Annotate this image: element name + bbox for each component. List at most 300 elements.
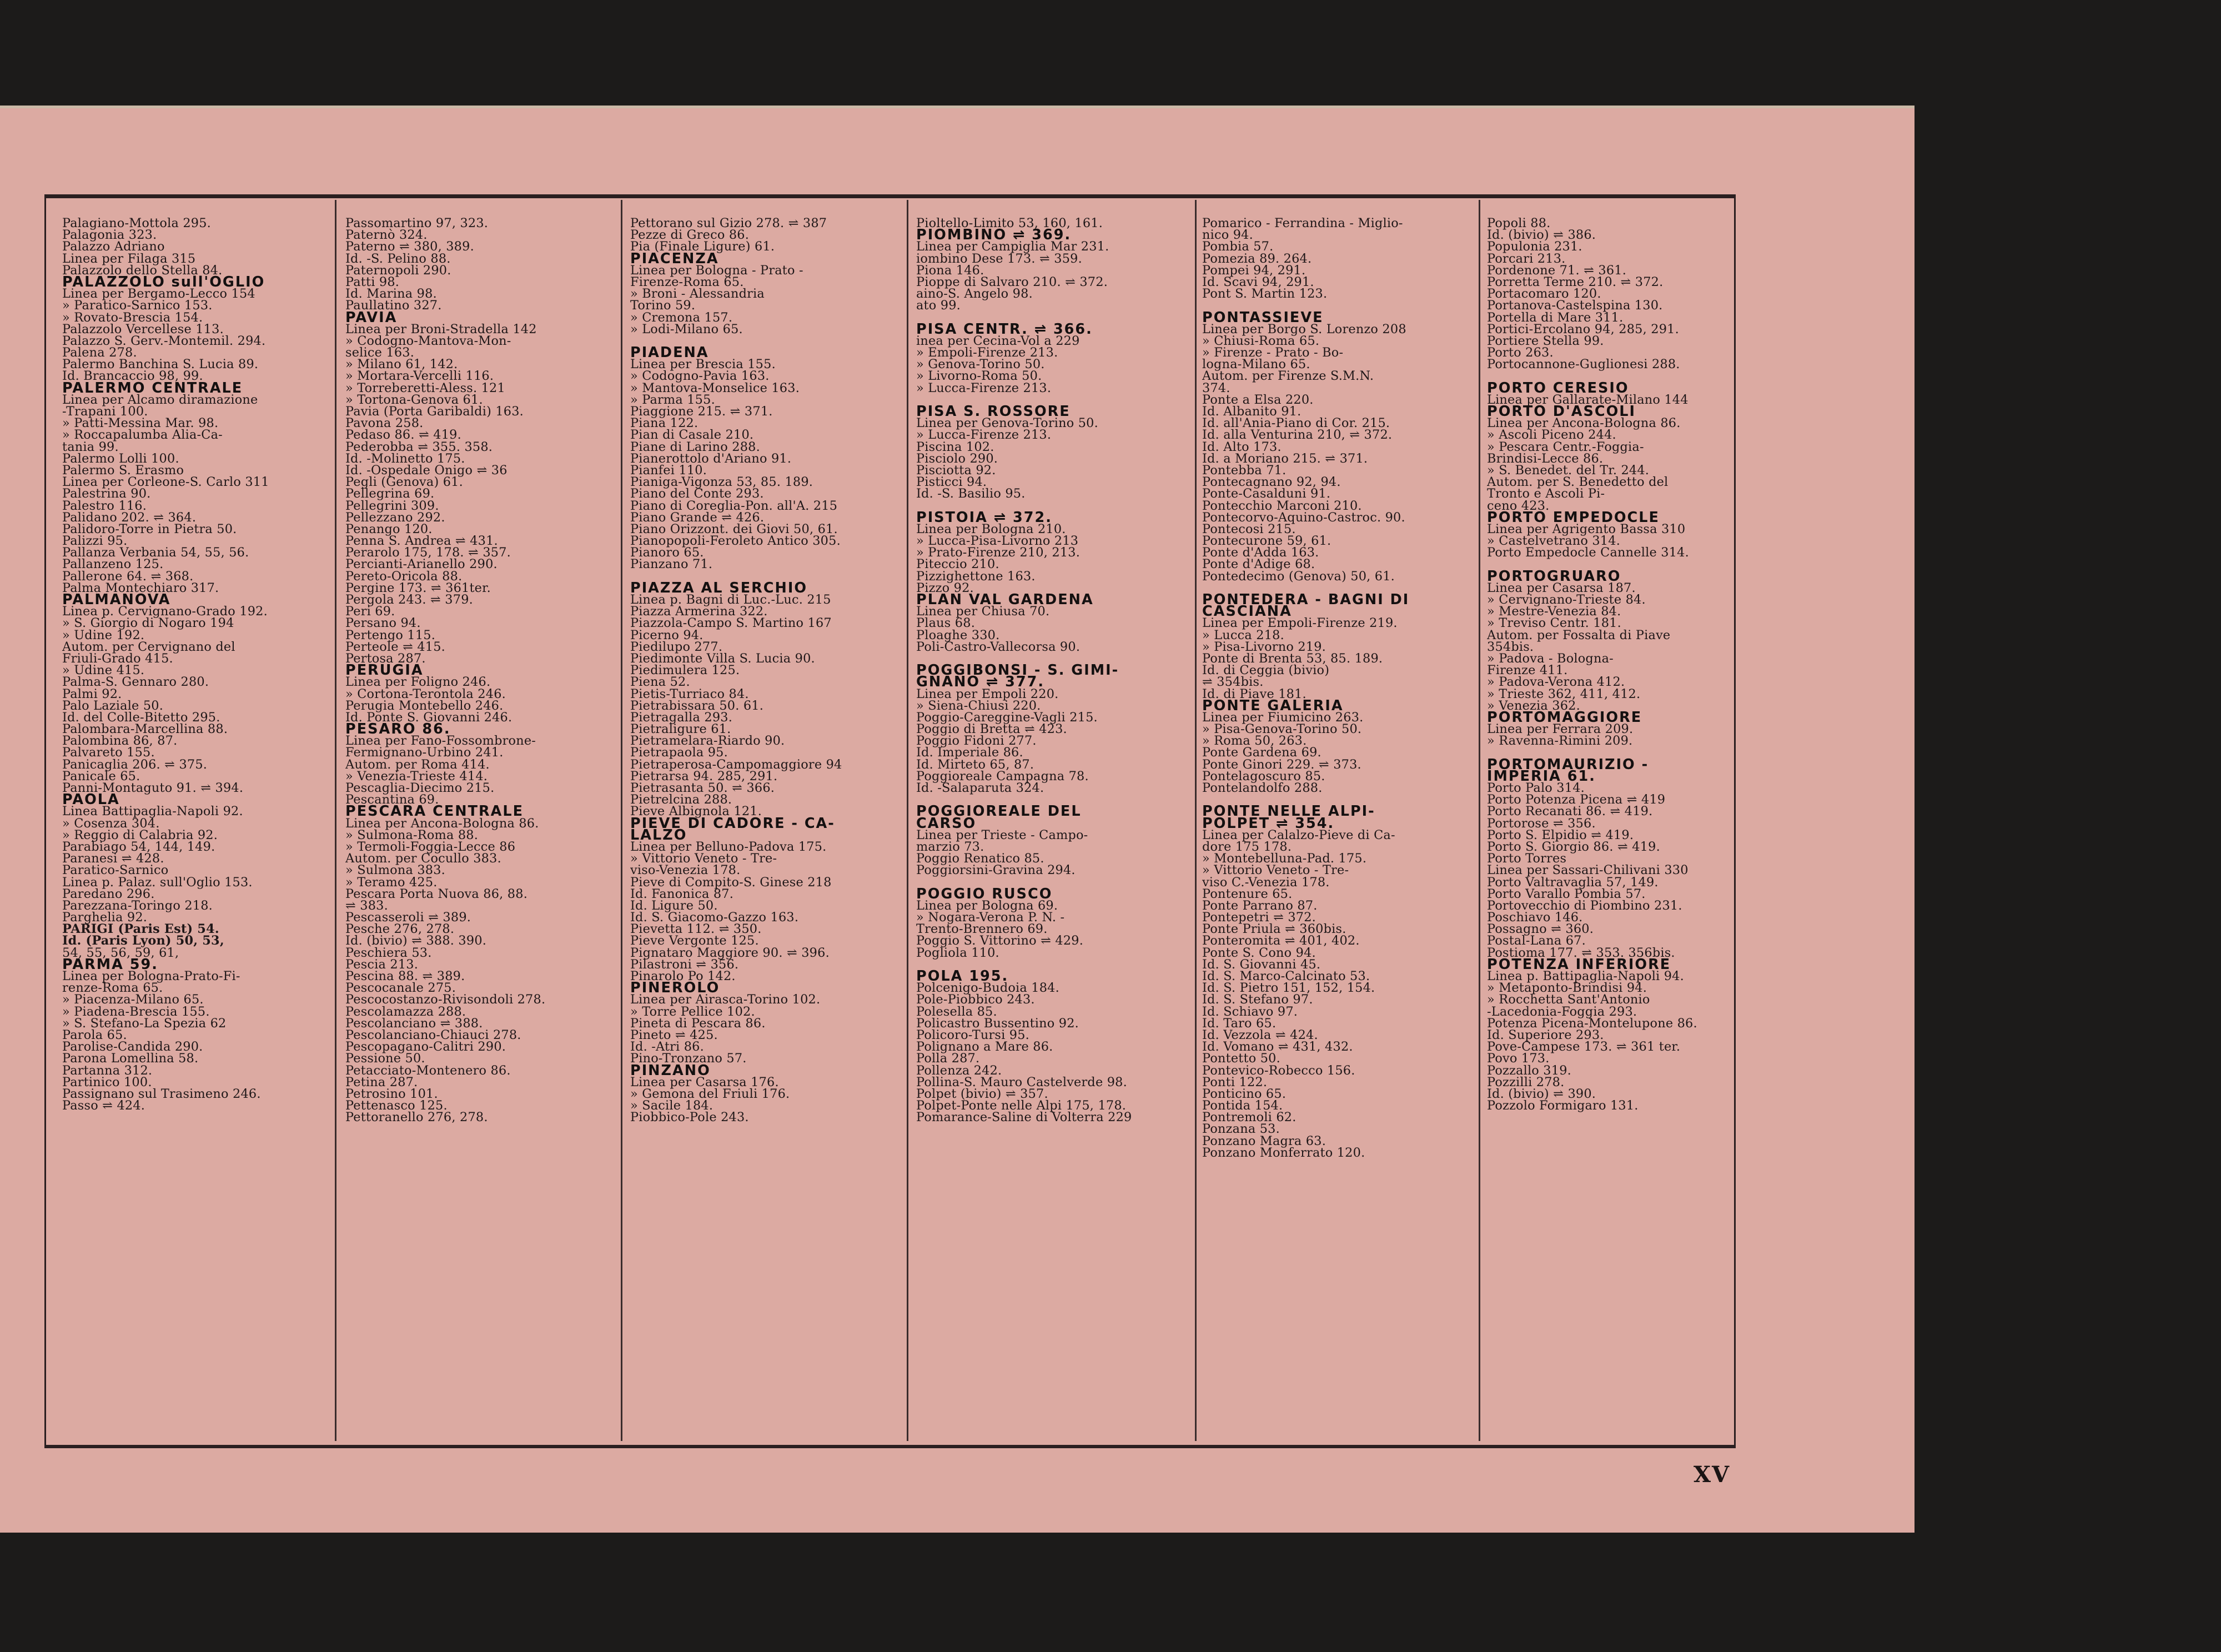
index-entry: Ponte d'Adige 68. [1202, 557, 1315, 572]
index-entry: Linea per Chiusa 70. [916, 604, 1050, 619]
index-entry: Pontecurone 59, 61. [1202, 534, 1331, 549]
index-entry: » Mestre-Venezia 84. [1487, 604, 1621, 619]
index-entry: Pianerottolo d'Ariano 91. [630, 451, 792, 466]
index-entry: Linea per Corleone-S. Carlo 311 [62, 475, 269, 490]
index-entry: » Ravenna-Rimini 209. [1487, 734, 1633, 749]
index-entry: Porto Palo 314. [1487, 781, 1585, 795]
index-entry: Possagno ⇌ 360. [1487, 922, 1594, 937]
index-entry: Ponte Gardena 69. [1202, 745, 1321, 760]
index-entry: marzio 73. [916, 839, 984, 854]
index-entry: Linea per Bologna - Prato - [630, 263, 803, 278]
index-column-2 [345, 218, 620, 1439]
index-entry: Ponzano Magra 63. [1202, 1133, 1326, 1148]
section-heading: PALERMO CENTRALE [62, 379, 243, 396]
index-entry: Pavona 258. [345, 416, 424, 431]
index-entry: Id. (bivio) ⇌ 388. 390. [345, 933, 487, 948]
index-entry: » Torreberetti-Aless. 121 [345, 380, 505, 395]
index-entry: Ponteromita ⇌ 401, 402. [1202, 933, 1360, 948]
index-entry: Polpet (bivio) ⇌ 357. [916, 1086, 1048, 1101]
index-entry: Pomezia 89. 264. [1202, 251, 1312, 266]
index-entry: Piteccio 210. [916, 557, 999, 572]
index-entry: Pomarico - Ferrandina - Miglio- [1202, 218, 1403, 230]
index-entry: Linea per Bologna 69. [916, 898, 1058, 913]
index-entry: Pezze di Greco 86. [630, 228, 750, 243]
index-entry: Pont S. Martin 123. [1202, 287, 1328, 302]
index-entry: Piazza Armerina 322. [630, 604, 768, 619]
section-heading: PONTE NELLE ALPI- [1202, 803, 1375, 820]
index-entry: Pontecorvo-Aquino-Castroc. 90. [1202, 510, 1405, 525]
index-entry: Linea per Calalzo-Pieve di Ca- [1202, 827, 1395, 842]
index-entry: Pescantina 69. [345, 792, 439, 807]
index-entry: Picerno 94. [630, 627, 704, 642]
index-entry: PARIGI (Paris Est) 54. [62, 922, 219, 937]
index-entry: Ponte a Elsa 220. [1202, 392, 1314, 407]
index-entry: Pole-Piobbico 243. [916, 992, 1035, 1007]
index-column-4 [916, 218, 1194, 1439]
index-entry: Passignano sul Trasimeno 246. [62, 1086, 261, 1101]
index-entry: » Piadena-Brescia 155. [62, 1004, 210, 1019]
index-entry: Id. (bivio) ⇌ 390. [1487, 1086, 1596, 1101]
index-entry: Autom. per Firenze S.M.N. [1202, 369, 1374, 384]
section-heading: POLPET ⇌ 354. [1202, 815, 1335, 832]
section-heading: CARSO [916, 815, 977, 832]
index-entry: Pievetta 112. ⇌ 350. [630, 922, 762, 937]
index-entry: Pontepetri ⇌ 372. [1202, 910, 1316, 925]
index-entry: Pia (Finale Ligure) 61. [630, 239, 775, 254]
index-entry: » Venezia 362. [1487, 698, 1580, 713]
index-entry: Piedimulera 125. [630, 663, 740, 678]
index-entry: Pineto ⇌ 425. [630, 1027, 718, 1042]
index-entry: Portocannone-Guglionesi 288. [1487, 357, 1680, 372]
index-entry: Portacomaro 120. [1487, 287, 1601, 302]
index-entry: Parona Lomellina 58. [62, 1051, 199, 1066]
index-entry: Pianopopoli-Feroleto Antico 305. [630, 534, 841, 549]
index-entry: Id. Marina 98. [345, 287, 437, 302]
index-entry: Piazzola-Campo S. Martino 167 [630, 616, 832, 631]
index-entry: Piano del Conte 293. [630, 486, 764, 501]
index-entry: Pescopagano-Calitri 290. [345, 1040, 506, 1055]
index-entry: Pianiga-Vigonza 53, 85. 189. [630, 475, 813, 490]
section-heading: PINEROLO [630, 980, 720, 997]
index-entry: Pallanza Verbania 54, 55, 56. [62, 545, 249, 560]
section-heading: PESCARA CENTRALE [345, 803, 524, 820]
index-entry: Pontebba 71. [1202, 463, 1287, 478]
index-entry: Pieve Vergonte 125. [630, 933, 759, 948]
index-entry: Polpet-Ponte nelle Alpi 175, 178. [916, 1098, 1127, 1113]
index-entry: Postal-Lana 67. [1487, 933, 1586, 948]
index-entry: Pietraligure 61. [630, 722, 731, 737]
index-entry: iombino Dese 173. ⇌ 359. [916, 251, 1082, 266]
index-entry: Pollenza 242. [916, 1063, 1002, 1078]
index-entry: » Cremona 157. [630, 310, 733, 325]
index-entry: Parola 65. [62, 1027, 127, 1042]
index-entry: Pisciolo 290. [916, 451, 998, 466]
index-entry: Porcari 213. [1487, 251, 1566, 266]
index-entry: Id. Mirteto 65, 87. [916, 757, 1034, 772]
index-entry: Autom. per Cocullo 383. [345, 851, 501, 866]
index-entry: Peri 69. [345, 604, 395, 619]
index-entry: Autom. per Cervignano del [62, 639, 235, 654]
index-entry: Palmi 92. [62, 686, 122, 701]
index-entry: Id. (bivio) ⇌ 386. [1487, 228, 1596, 243]
index-entry: Autom. per S. Benedetto del [1487, 475, 1669, 490]
index-entry: Porto 263. [1487, 345, 1554, 360]
index-entry: Porto Potenza Picena ⇌ 419 [1487, 792, 1666, 807]
index-entry: Palagonia 323. [62, 228, 157, 243]
index-entry: Pontremoli 62. [1202, 1110, 1297, 1125]
index-entry: Palazzolo dello Stella 84. [62, 263, 223, 278]
index-entry: Parolise-Candida 290. [62, 1040, 203, 1055]
index-entry: Ponte Parrano 87. [1202, 898, 1318, 913]
index-entry: Linea per Agrigento Bassa 310 [1487, 521, 1686, 536]
index-entry: Firenze 411. [1487, 663, 1568, 678]
index-entry: » Prato-Firenze 210, 213. [916, 545, 1081, 560]
column-separator [1479, 200, 1480, 1441]
index-entry: Polesella 85. [916, 1004, 997, 1019]
index-entry: » Cosenza 304. [62, 816, 160, 831]
index-entry: Penango 120. [345, 521, 433, 536]
index-entry: Porretta Terme 210. ⇌ 372. [1487, 274, 1664, 289]
index-entry: Porto Valtravaglia 57, 149. [1487, 875, 1659, 890]
section-heading: PORTOGRUARO [1487, 568, 1621, 585]
index-entry: Pozzilli 278. [1487, 1074, 1565, 1089]
index-entry: Linea per Empoli-Firenze 219. [1202, 616, 1398, 631]
index-entry: Ponti 122. [1202, 1074, 1268, 1089]
index-entry: Linea p. Palaz. sull'Oglio 153. [62, 875, 253, 890]
index-column-3 [630, 218, 906, 1439]
section-heading: PIOMBINO ⇌ 369. [916, 227, 1072, 244]
index-entry: » Padova-Verona 412. [1487, 675, 1625, 690]
index-entry: Ponticino 65. [1202, 1086, 1287, 1101]
index-entry: » Codogno-Mantova-Mon- [345, 333, 511, 348]
index-entry: Pontecagnano 92, 94. [1202, 475, 1341, 490]
index-entry: Linea p. Bagni di Luc.-Luc. 215 [630, 592, 831, 607]
index-entry: Petina 287. [345, 1074, 418, 1089]
index-entry: » Vittorio Veneto - Tre- [630, 851, 777, 866]
index-entry: Percianti-Arianello 290. [345, 557, 498, 572]
index-entry: Polla 287. [916, 1051, 980, 1066]
index-entry: Id. Albanito 91. [1202, 404, 1302, 419]
index-entry: Palma Montechiaro 317. [62, 580, 219, 595]
index-entry: Id. Brancaccio 98, 99. [62, 369, 203, 384]
index-entry: Poli-Castro-Vallecorsa 90. [916, 639, 1081, 654]
index-entry: Id. -Ospedale Onigo ⇌ 36 [345, 463, 507, 478]
section-heading: PIADENA [630, 344, 709, 361]
index-entry: Piano Orizzont. dei Giovi 50, 61. [630, 521, 838, 536]
index-entry: Id. S. Pietro 151, 152, 154. [1202, 981, 1375, 996]
index-entry: Paternò 324. [345, 228, 428, 243]
index-entry: Parghelia 92. [62, 910, 148, 925]
index-entry: Palazzo Adriano [62, 239, 165, 254]
index-entry: Policoro-Tursi 95. [916, 1027, 1029, 1042]
page-number: XV [1694, 1462, 1731, 1488]
index-entry: Pieve Albignola 121. [630, 804, 762, 819]
index-entry: Linea per Broni-Stradella 142 [345, 322, 537, 337]
index-entry: Linea per Bologna-Prato-Fi- [62, 969, 240, 983]
section-heading: POGGIO RUSCO [916, 885, 1053, 902]
section-heading: PISA S. ROSSORE [916, 403, 1071, 420]
index-entry: Passomartino 97, 323. [345, 218, 489, 230]
index-entry: » Cortona-Terontola 246. [345, 686, 506, 701]
index-entry: Id. di Piave 181. [1202, 686, 1307, 701]
index-entry: Povo 173. [1487, 1051, 1550, 1066]
index-entry: Id. Vezzola ⇌ 424. [1202, 1027, 1318, 1042]
index-entry: Linea per Belluno-Padova 175. [630, 839, 827, 854]
index-entry: ceno 423. [1487, 498, 1550, 513]
index-entry: Pescocanale 275. [345, 981, 456, 996]
index-entry: Pontetto 50. [1202, 1051, 1280, 1066]
index-entry: » Livorno-Roma 50. [916, 369, 1042, 384]
section-heading: PARMA 59. [62, 956, 158, 973]
index-entry: Id. Imperiale 86. [916, 745, 1023, 760]
section-heading: PALMANOVA [62, 591, 171, 608]
index-entry: Perteole ⇌ 415. [345, 639, 446, 654]
index-entry: Pino-Tronzano 57. [630, 1051, 747, 1066]
index-entry: 374. [1202, 380, 1230, 395]
index-entry: Firenze-Roma 65. [630, 274, 744, 289]
index-entry: Partanna 312. [62, 1063, 153, 1078]
index-entry: Passo ⇌ 424. [62, 1098, 145, 1113]
index-entry: Pontelandolfo 288. [1202, 781, 1323, 795]
index-entry: Poggio-Careggine-Vagli 215. [916, 710, 1098, 725]
index-entry: » Lucca 218. [1202, 627, 1284, 642]
index-entry: » Parma 155. [630, 392, 715, 407]
index-entry: Id. di Ceggia (bivio) [1202, 663, 1330, 678]
index-entry: Id. -Atri 86. [630, 1040, 704, 1055]
index-entry: » Lucca-Firenze 213. [916, 428, 1052, 443]
index-entry: » Lodi-Milano 65. [630, 322, 743, 337]
index-entry: » S. Benedet. del Tr. 244. [1487, 463, 1650, 478]
section-heading: IMPERIA 61. [1487, 767, 1596, 785]
index-entry: Pescaglia-Diecimo 215. [345, 781, 495, 795]
index-entry: Trento-Brennero 69. [916, 922, 1048, 937]
index-entry: Id. a Moriano 215. ⇌ 371. [1202, 451, 1368, 466]
index-entry: Piena 52. [630, 675, 690, 690]
index-entry: Pietis-Turriaco 84. [630, 686, 749, 701]
index-entry: » Udine 415. [62, 663, 145, 678]
section-heading: PISA CENTR. ⇌ 366. [916, 320, 1093, 338]
index-entry: Petacciato-Montenero 86. [345, 1063, 511, 1078]
index-entry: Pianzano 71. [630, 557, 713, 572]
index-entry: ⇌ 383. [345, 898, 388, 913]
index-entry: » Montebelluna-Pad. 175. [1202, 851, 1367, 866]
index-entry: Pontevico-Robecco 156. [1202, 1063, 1355, 1078]
index-entry: Pegli (Genova) 61. [345, 475, 463, 490]
section-heading: PORTO CERESIO [1487, 379, 1629, 396]
index-entry: Partinico 100. [62, 1074, 152, 1089]
index-entry: Parabiago 54, 144, 149. [62, 839, 215, 854]
index-entry: renze-Roma 65. [62, 981, 163, 996]
index-entry: Petrosino 101. [345, 1086, 438, 1101]
index-entry: » Lucca-Firenze 213. [916, 380, 1052, 395]
index-entry: » Reggio di Calabria 92. [62, 827, 218, 842]
index-entry: Paranesi ⇌ 428. [62, 851, 164, 866]
index-entry: Pietramelara-Riardo 90. [630, 734, 785, 749]
index-entry: Pozzolo Formigaro 131. [1487, 1098, 1639, 1113]
index-entry: Pellegrini 309. [345, 498, 439, 513]
index-entry: Id. Fanonica 87. [630, 886, 734, 901]
index-entry: Panni-Montaguto 91. ⇌ 394. [62, 781, 244, 795]
index-column-1 [62, 218, 334, 1439]
index-entry: Linea per Fano-Fossombrone- [345, 734, 536, 749]
index-entry: » Cervignano-Trieste 84. [1487, 592, 1646, 607]
index-entry: » Venezia-Trieste 414. [345, 769, 488, 784]
index-entry: Linea per Ancona-Bologna 86. [1487, 416, 1681, 431]
index-entry: Pergine 173. ⇌ 361ter. [345, 580, 491, 595]
index-entry: Poggio di Bretta ⇌ 423. [916, 722, 1067, 737]
index-entry: Ploaghe 330. [916, 627, 1000, 642]
column-separator [621, 200, 622, 1441]
index-entry: Pontecosi 215. [1202, 521, 1296, 536]
index-entry: Linea Battipaglia-Napoli 92. [62, 804, 243, 819]
index-entry: Ponzana 53. [1202, 1122, 1280, 1137]
index-entry: Polignano a Mare 86. [916, 1040, 1053, 1055]
index-entry: » Broni - Alessandria [630, 287, 765, 302]
index-entry: Piane di Larino 288. [630, 439, 760, 454]
index-entry: dore 175 178. [1202, 839, 1292, 854]
index-entry: Porto Empedocle Cannelle 314. [1487, 545, 1689, 560]
index-entry: Pompei 94, 291. [1202, 263, 1306, 278]
index-entry: Porto Torres [1487, 851, 1567, 866]
index-entry: » Lucca-Pisa-Livorno 213 [916, 534, 1079, 549]
section-heading: POTENZA INFERIORE [1487, 956, 1671, 973]
index-entry: Brindisi-Lecce 86. [1487, 451, 1604, 466]
index-entry: Id. S. Giacomo-Gazzo 163. [630, 910, 799, 925]
index-entry: Pescolanciano ⇌ 388. [345, 1016, 483, 1031]
index-entry: Portiere Stella 99. [1487, 333, 1604, 348]
index-entry: Linea per Borgo S. Lorenzo 208 [1202, 322, 1406, 337]
index-entry: Ponte-Casalduni 91. [1202, 486, 1331, 501]
index-entry: Pian di Casale 210. [630, 428, 754, 443]
index-entry: » Treviso Centr. 181. [1487, 616, 1621, 631]
index-entry: » Sulmona-Roma 88. [345, 827, 479, 842]
index-entry: Pergola 243. ⇌ 379. [345, 592, 473, 607]
index-entry: Ponte di Brenta 53, 85. 189. [1202, 651, 1383, 666]
index-entry: » Piacenza-Milano 65. [62, 992, 204, 1007]
index-entry: » Empoli-Firenze 213. [916, 345, 1058, 360]
index-entry: Ponte d'Adda 163. [1202, 545, 1319, 560]
index-entry: Id. Vomano ⇌ 431, 432. [1202, 1040, 1353, 1055]
index-entry: » Chiusi-Roma 65. [1202, 333, 1320, 348]
index-entry: Pineta di Pescara 86. [630, 1016, 766, 1031]
index-entry: Pertengo 115. [345, 627, 436, 642]
section-heading: LALZO [630, 826, 687, 843]
index-entry: Torino 59. [630, 298, 696, 313]
index-entry: Piana 122. [630, 416, 699, 431]
index-entry: Linea per Bergamo-Lecco 154 [62, 287, 255, 302]
index-entry: Linea per Bologna 210. [916, 521, 1066, 536]
index-entry: Piedilupo 277. [630, 639, 723, 654]
index-entry: Piona 146. [916, 263, 984, 278]
index-entry: Portici-Ercolano 94, 285, 291. [1487, 322, 1679, 337]
index-entry: » Sulmona 383. [345, 863, 445, 878]
section-heading: PONTEDERA - BAGNI DI [1202, 591, 1410, 608]
index-entry: Pesche 276, 278. [345, 922, 455, 937]
index-entry: selice 163. [345, 345, 415, 360]
index-entry: Pisciotta 92. [916, 463, 996, 478]
index-entry: Pietrasanta 50. ⇌ 366. [630, 781, 775, 795]
index-entry: Pomarance-Saline di Volterra 229 [916, 1110, 1132, 1125]
section-heading: PORTOMAURIZIO - [1487, 756, 1649, 773]
index-entry: aino-S. Angelo 98. [916, 287, 1033, 302]
index-entry: » Trieste 362, 411, 412. [1487, 686, 1641, 701]
index-entry: » Codogno-Pavia 163. [630, 369, 770, 384]
index-entry: Palazzo S. Gerv.-Montemil. 294. [62, 333, 266, 348]
index-entry: Peschiera 53. [345, 945, 432, 960]
index-entry: » Rocchetta Sant'Antonio [1487, 992, 1650, 1007]
section-heading: PIACENZA [630, 250, 719, 267]
index-entry: Pescasseroli ⇌ 389. [345, 910, 471, 925]
index-entry: » Udine 192. [62, 627, 145, 642]
index-entry: Pallerone 64. ⇌ 368. [62, 569, 194, 584]
index-entry: viso-Venezia 178. [630, 863, 741, 878]
index-entry: Pescolamazza 288. [345, 1004, 466, 1019]
index-entry: Pescia 213. [345, 957, 419, 972]
index-entry: Id. S. Marco-Calcinato 53. [1202, 969, 1370, 983]
index-entry: Palo Laziale 50. [62, 698, 164, 713]
section-heading: PINZANO [630, 1062, 711, 1079]
index-entry: Ponte Ginori 229. ⇌ 373. [1202, 757, 1361, 772]
index-entry: Portorose ⇌ 356. [1487, 816, 1596, 831]
index-entry: Piscina 102. [916, 439, 994, 454]
index-entry: Linea per Trieste - Campo- [916, 827, 1088, 842]
index-entry: Pederobba ⇌ 355. 358. [345, 439, 493, 454]
index-entry: Pellezzano 292. [345, 510, 445, 525]
index-entry: » Firenze - Prato - Bo- [1202, 345, 1344, 360]
index-entry: Pioltello-Limito 53, 160, 161. [916, 218, 1103, 230]
index-entry: Pioppe di Salvaro 210. ⇌ 372. [916, 274, 1108, 289]
index-entry: Poggio Renatico 85. [916, 851, 1044, 866]
index-entry: Pisticci 94. [916, 475, 987, 490]
index-entry: Pescara Porta Nuova 86, 88. [345, 886, 528, 901]
index-entry: Linea per Sassari-Chilivani 330 [1487, 863, 1689, 878]
index-entry: Porto S. Elpidio ⇌ 419. [1487, 827, 1634, 842]
index-entry: Porto S. Giorgio 86. ⇌ 419. [1487, 839, 1660, 854]
index-entry: Pietrelcina 288. [630, 792, 732, 807]
index-entry: Policastro Bussentino 92. [916, 1016, 1079, 1031]
index-entry: Pertosa 287. [345, 651, 426, 666]
index-entry: Palermo S. Erasmo [62, 463, 184, 478]
index-entry: Palazzolo Vercellese 113. [62, 322, 224, 337]
index-entry: Linea p. Battipaglia-Napoli 94. [1487, 969, 1684, 983]
index-entry: Ponzano Monferrato 120. [1202, 1145, 1365, 1160]
index-entry: Pescocostanzo-Rivisondoli 278. [345, 992, 546, 1007]
index-entry: Porto Recanati 86. ⇌ 419. [1487, 804, 1653, 819]
index-entry: » Pisa-Genova-Torino 50. [1202, 722, 1362, 737]
index-entry: Parezzana-Toringo 218. [62, 898, 213, 913]
index-entry: Panicale 65. [62, 769, 140, 784]
index-entry: Ponte S. Cono 94. [1202, 945, 1316, 960]
index-entry: Linea per Filaga 315 [62, 251, 196, 266]
index-entry: 354bis. [1487, 639, 1534, 654]
index-entry: Pieve di Compito-S. Ginese 218 [630, 875, 832, 890]
index-entry: Pietrabissara 50. 61. [630, 698, 764, 713]
index-entry: » Roccapalumba Alia-Ca- [62, 428, 223, 443]
index-entry: Pettenasco 125. [345, 1098, 448, 1113]
index-entry: ⇌ 354bis. [1202, 675, 1264, 690]
section-heading: PORTO D'ASCOLI [1487, 403, 1636, 420]
index-entry: Pontelagoscuro 85. [1202, 769, 1325, 784]
index-entry: Palidoro-Torre in Pietra 50. [62, 521, 237, 536]
index-entry: Palestrina 90. [62, 486, 151, 501]
index-entry: Popoli 88. [1487, 218, 1551, 230]
index-entry: Pallanzeno 125. [62, 557, 164, 572]
index-entry: Pombia 57. [1202, 239, 1274, 254]
index-entry: Pietrarsa 94. 285, 291. [630, 769, 778, 784]
section-heading: PAOLA [62, 791, 120, 809]
index-entry: tania 99. [62, 439, 119, 454]
column-separator [1195, 200, 1197, 1441]
